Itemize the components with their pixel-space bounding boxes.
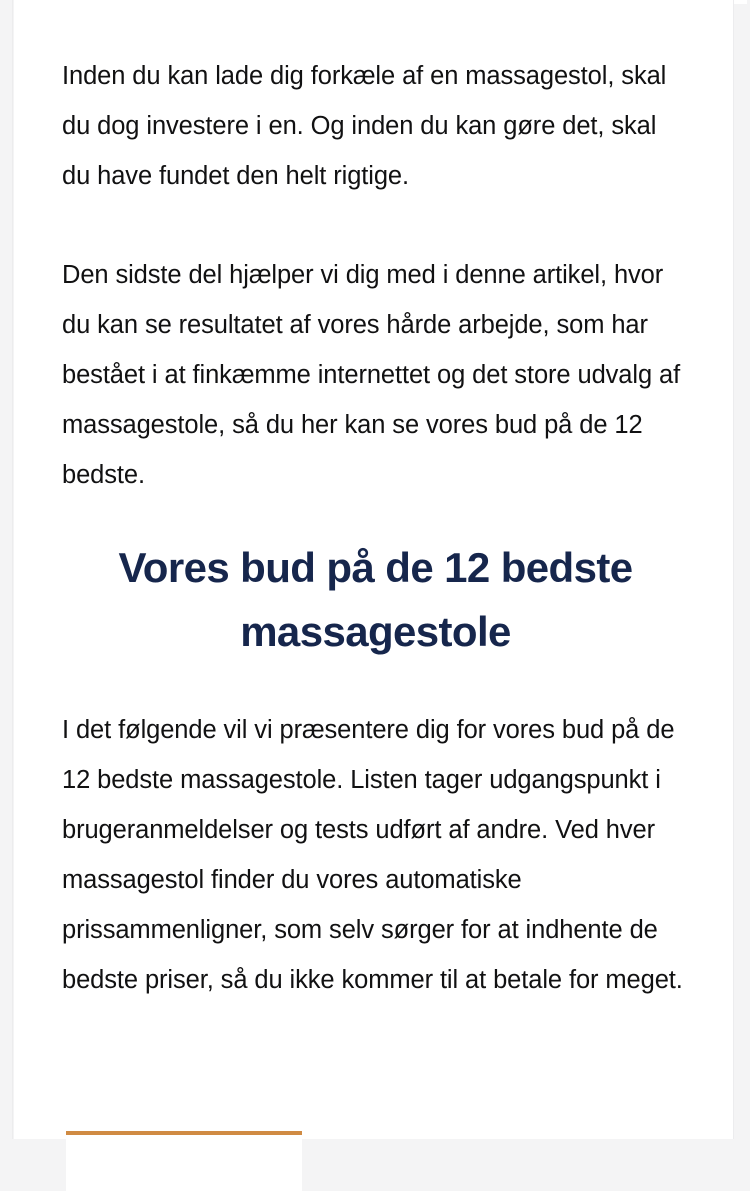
sheet-right-edge-rule [733, 0, 734, 1139]
article-sheet [14, 0, 733, 1139]
sheet-left-edge-rule [12, 0, 13, 1139]
clipped-content-strip [28, 0, 747, 4]
article-paragraph-3: I det følgende vil vi præsentere dig for vores bud på de 12 bedste massagestole. Listen tager udgangspunkt i brugeranmeldelser og tests udført af andre. Ved hver massagestol finder du vores automatiske prissammenligner, som selv sørger for at indhente de bedste priser, så du ikke kommer til at betale for meget. [62, 716, 683, 994]
article-paragraph-1: Inden du kan lade dig forkæle af en massagestol, skal du dog investere i en. Og inden du kan gøre det, skal du have fundet den helt rigtige. [62, 62, 667, 190]
article-paragraph-2: Den sidste del hjælper vi dig med i denne artikel, hvor du kan se resultatet af vores hårde arbejde, som har bestået i at finkæmme internettet og det store udvalg af massagestole, så du her kan se vores bud på de 12 bedste. [62, 261, 681, 489]
product-card-top-edge[interactable] [66, 1131, 302, 1191]
section-heading: Vores bud på de 12 bedste massagestole [118, 544, 633, 655]
